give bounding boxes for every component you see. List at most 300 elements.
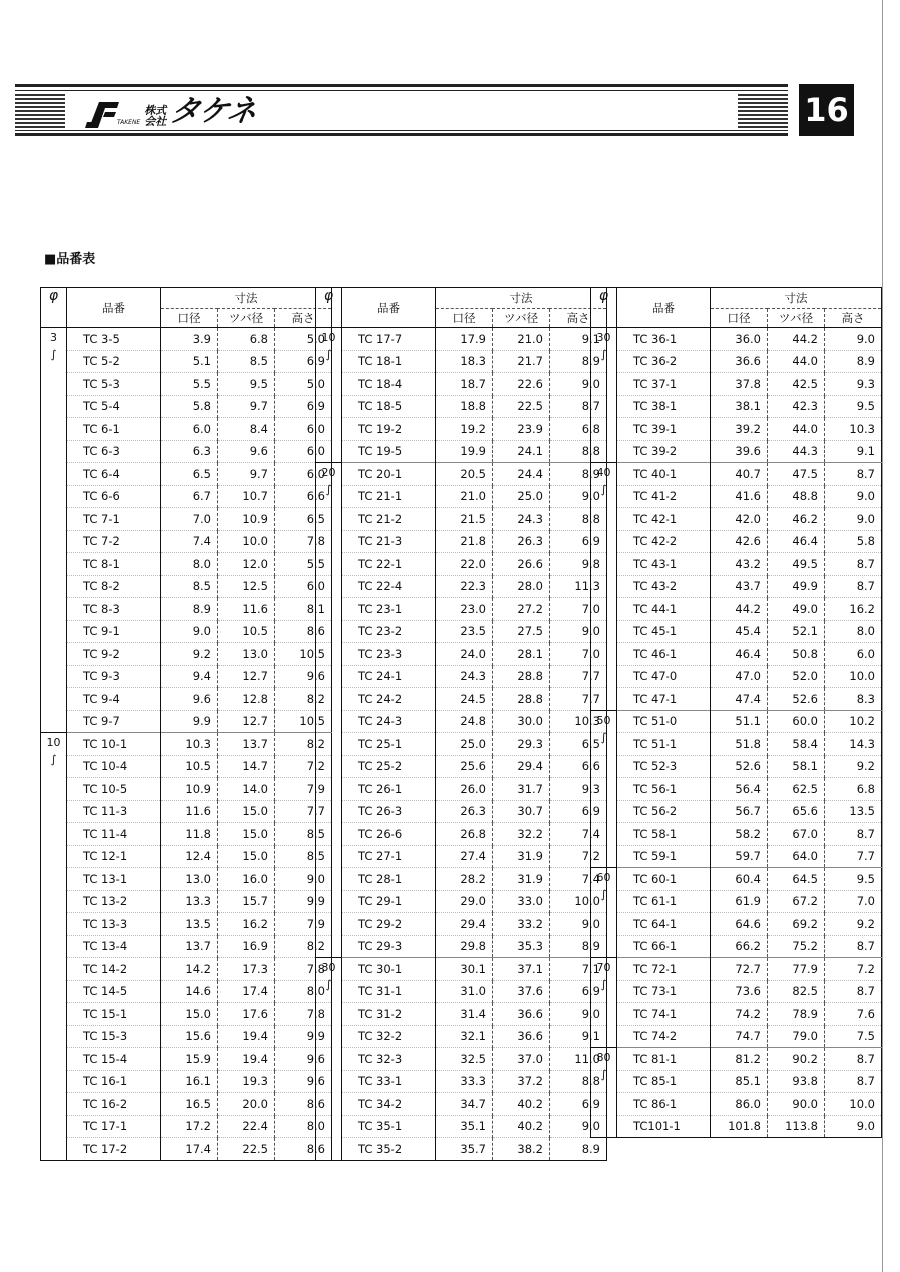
part-number: TC 13-2 [67,890,161,913]
height: 7.7 [825,845,882,868]
table-row [591,440,882,463]
part-number: TC 21-1 [342,485,436,508]
bore-diameter: 23.0 [436,598,493,621]
flange-diameter: 90.2 [768,1048,825,1071]
height: 7.2 [825,958,882,981]
bore-diameter: 51.1 [711,710,768,733]
table-row [591,1048,882,1071]
height: 6.9 [275,395,332,418]
part-number: TC 5-4 [67,395,161,418]
bore-diameter: 19.2 [436,418,493,441]
bore-diameter: 8.5 [161,575,218,598]
table-row [316,440,607,463]
part-number: TC 73-1 [617,980,711,1003]
bore-diameter: 47.0 [711,665,768,688]
bore-diameter: 12.4 [161,845,218,868]
diameter-range [591,463,617,711]
height: 9.5 [825,868,882,891]
part-number: TC 41-2 [617,485,711,508]
flange-diameter: 50.8 [768,643,825,666]
range-mark: ∫ [325,978,332,991]
bore-diameter: 9.2 [161,643,218,666]
company-name: タケネ [167,94,259,129]
height: 9.1 [550,328,607,351]
parts-table [40,287,332,1161]
part-number: TC 47-1 [617,688,711,711]
header-part-number: 品番 [342,288,436,328]
part-number: TC 6-3 [67,440,161,463]
flange-diameter: 9.7 [218,395,275,418]
flange-diameter: 60.0 [768,710,825,733]
part-number: TC 61-1 [617,890,711,913]
right-margin-line [882,0,883,1272]
height: 8.7 [550,395,607,418]
bore-diameter: 56.4 [711,778,768,801]
part-number: TC 30-1 [342,958,436,981]
part-number: TC 12-1 [67,845,161,868]
height: 9.0 [550,485,607,508]
part-number: TC 6-4 [67,463,161,486]
part-number: TC 72-1 [617,958,711,981]
flange-diameter: 37.1 [493,958,550,981]
bore-diameter: 29.4 [436,913,493,936]
table-row [41,553,332,576]
height: 10.3 [825,418,882,441]
flange-diameter: 28.0 [493,575,550,598]
flange-diameter: 23.9 [493,418,550,441]
part-number: TC 6-1 [67,418,161,441]
part-number: TC 19-5 [342,440,436,463]
bore-diameter: 34.7 [436,1093,493,1116]
height: 6.5 [550,733,607,756]
part-number: TC 13-3 [67,913,161,936]
flange-diameter: 37.6 [493,980,550,1003]
part-number: TC 34-2 [342,1093,436,1116]
part-number: TC 74-2 [617,1025,711,1048]
header-part-number: 品番 [67,288,161,328]
table-row [591,868,882,891]
header-dimensions: 寸法 [436,288,607,309]
height: 9.1 [825,440,882,463]
table-row [316,373,607,396]
bore-diameter: 64.6 [711,913,768,936]
bore-diameter: 43.7 [711,575,768,598]
flange-diameter: 9.7 [218,463,275,486]
flange-diameter: 29.4 [493,755,550,778]
part-number: TC 8-2 [67,575,161,598]
height: 8.2 [275,935,332,958]
part-number: TC 44-1 [617,598,711,621]
table-row [41,643,332,666]
height: 5.0 [275,373,332,396]
header-rule [15,90,788,91]
flange-diameter: 52.1 [768,620,825,643]
flange-diameter: 11.6 [218,598,275,621]
bore-diameter: 101.8 [711,1115,768,1138]
flange-diameter: 33.0 [493,890,550,913]
part-number: TC 11-4 [67,823,161,846]
table-row [316,553,607,576]
height: 14.3 [825,733,882,756]
flange-diameter: 15.0 [218,823,275,846]
table-row [41,980,332,1003]
table-row [591,688,882,711]
bore-diameter: 31.0 [436,980,493,1003]
bore-diameter: 35.7 [436,1138,493,1161]
table-row [41,823,332,846]
part-number: TC 85-1 [617,1070,711,1093]
flange-diameter: 47.5 [768,463,825,486]
flange-diameter: 19.4 [218,1048,275,1071]
page-number: 16 [799,84,854,136]
height: 10.0 [550,890,607,913]
flange-diameter: 75.2 [768,935,825,958]
table-row [591,980,882,1003]
height: 9.0 [825,328,882,351]
flange-diameter: 46.2 [768,508,825,531]
height: 9.5 [825,395,882,418]
header-flange: ツバ径 [493,309,550,328]
height: 6.8 [550,418,607,441]
table-row [41,530,332,553]
table-row [41,890,332,913]
diameter-range [591,1048,617,1138]
bore-diameter: 20.5 [436,463,493,486]
height: 5.0 [275,328,332,351]
part-number: TC 25-1 [342,733,436,756]
part-number: TC 5-3 [67,373,161,396]
flange-diameter: 65.6 [768,800,825,823]
bore-diameter: 13.3 [161,890,218,913]
bore-diameter: 14.2 [161,958,218,981]
height: 9.0 [550,1003,607,1026]
range-mark: ∫ [600,348,607,361]
bore-diameter: 16.1 [161,1070,218,1093]
height: 8.7 [825,575,882,598]
diameter-range-start: 10 [46,736,61,749]
flange-diameter: 17.4 [218,980,275,1003]
flange-diameter: 52.0 [768,665,825,688]
flange-diameter: 19.3 [218,1070,275,1093]
header-rule [15,130,788,131]
flange-diameter: 19.4 [218,1025,275,1048]
flange-diameter: 9.6 [218,440,275,463]
flange-diameter: 82.5 [768,980,825,1003]
flange-diameter: 44.3 [768,440,825,463]
diameter-range [41,733,67,1161]
bore-diameter: 30.1 [436,958,493,981]
flange-diameter: 64.0 [768,845,825,868]
height: 9.0 [550,1115,607,1138]
flange-diameter: 49.0 [768,598,825,621]
part-number: TC 42-1 [617,508,711,531]
header-height: 高さ [275,309,332,328]
bore-diameter: 6.0 [161,418,218,441]
part-number: TC 32-3 [342,1048,436,1071]
table-row [591,710,882,733]
table-row [316,620,607,643]
height: 8.2 [275,733,332,756]
table-row [591,350,882,373]
height: 9.3 [550,778,607,801]
diameter-range [591,328,617,463]
table-row [316,958,607,981]
part-number: TC 8-3 [67,598,161,621]
table-row [316,598,607,621]
logo-mark-icon [85,98,119,128]
range-mark: ∫ [600,483,607,496]
height: 8.7 [825,823,882,846]
part-number: TC 3-5 [67,328,161,351]
flange-diameter: 35.3 [493,935,550,958]
bore-diameter: 58.2 [711,823,768,846]
bore-diameter: 6.5 [161,463,218,486]
flange-diameter: 12.0 [218,553,275,576]
table-row [591,598,882,621]
height: 10.5 [275,643,332,666]
height: 7.4 [550,823,607,846]
flange-diameter: 16.0 [218,868,275,891]
flange-diameter: 20.0 [218,1093,275,1116]
height: 8.0 [275,1115,332,1138]
bore-diameter: 14.6 [161,980,218,1003]
bore-diameter: 26.8 [436,823,493,846]
part-number: TC 9-2 [67,643,161,666]
bore-diameter: 39.2 [711,418,768,441]
part-number: TC 35-2 [342,1138,436,1161]
table-row [316,733,607,756]
part-number: TC 22-4 [342,575,436,598]
flange-diameter: 6.8 [218,328,275,351]
flange-diameter: 27.2 [493,598,550,621]
bore-diameter: 60.4 [711,868,768,891]
bore-diameter: 24.8 [436,710,493,733]
flange-diameter: 12.8 [218,688,275,711]
bore-diameter: 11.6 [161,800,218,823]
diameter-range [591,868,617,958]
table-row [41,373,332,396]
table-row [591,890,882,913]
part-number: TC 10-1 [67,733,161,756]
height: 7.1 [550,958,607,981]
bore-diameter: 86.0 [711,1093,768,1116]
bore-diameter: 31.4 [436,1003,493,1026]
part-number: TC 24-3 [342,710,436,733]
flange-diameter: 21.0 [493,328,550,351]
height: 8.9 [825,350,882,373]
part-number: TC 16-1 [67,1070,161,1093]
table-row [316,643,607,666]
bore-diameter: 9.4 [161,665,218,688]
bore-diameter: 66.2 [711,935,768,958]
table-row [591,958,882,981]
table-row [41,508,332,531]
part-number: TC 25-2 [342,755,436,778]
part-number: TC 40-1 [617,463,711,486]
part-number: TC 24-1 [342,665,436,688]
height: 8.7 [825,553,882,576]
part-number: TC 18-1 [342,350,436,373]
height: 7.7 [550,688,607,711]
part-number: TC 15-1 [67,1003,161,1026]
height: 7.2 [275,755,332,778]
part-number: TC 19-2 [342,418,436,441]
bore-diameter: 38.1 [711,395,768,418]
part-number: TC 21-3 [342,530,436,553]
height: 8.5 [275,845,332,868]
part-number: TC 10-5 [67,778,161,801]
table-row [41,778,332,801]
table-row [41,800,332,823]
bore-diameter: 85.1 [711,1070,768,1093]
table-row [316,1115,607,1138]
flange-diameter: 30.7 [493,800,550,823]
height: 8.8 [550,440,607,463]
part-number: TC 15-4 [67,1048,161,1071]
bore-diameter: 24.3 [436,665,493,688]
diameter-range [41,328,67,733]
part-number: TC 43-1 [617,553,711,576]
part-number: TC 26-3 [342,800,436,823]
bore-diameter: 59.7 [711,845,768,868]
table-row [41,328,332,351]
flange-diameter: 14.0 [218,778,275,801]
table-row [316,1070,607,1093]
table-row [591,620,882,643]
bore-diameter: 15.0 [161,1003,218,1026]
bore-diameter: 27.4 [436,845,493,868]
height: 9.0 [550,620,607,643]
flange-diameter: 31.9 [493,845,550,868]
bore-diameter: 47.4 [711,688,768,711]
part-number: TC 60-1 [617,868,711,891]
flange-diameter: 8.4 [218,418,275,441]
height: 9.6 [275,1070,332,1093]
bore-diameter: 21.5 [436,508,493,531]
part-number: TC 7-2 [67,530,161,553]
table-row [41,1093,332,1116]
bore-diameter: 15.6 [161,1025,218,1048]
flange-diameter: 79.0 [768,1025,825,1048]
height: 8.8 [550,508,607,531]
bore-diameter: 40.7 [711,463,768,486]
table-row [591,418,882,441]
table-row [316,665,607,688]
height: 8.0 [275,980,332,1003]
table-row [41,575,332,598]
height: 9.2 [825,755,882,778]
diameter-range-start: 30 [596,331,611,344]
bore-diameter: 24.0 [436,643,493,666]
part-number: TC 23-2 [342,620,436,643]
table-row [591,1025,882,1048]
bore-diameter: 28.2 [436,868,493,891]
header-bore: 口径 [161,309,218,328]
bore-diameter: 17.4 [161,1138,218,1161]
part-number: TC 39-2 [617,440,711,463]
flange-diameter: 22.4 [218,1115,275,1138]
table-row [316,575,607,598]
height: 13.5 [825,800,882,823]
table-row [316,508,607,531]
bore-diameter: 36.0 [711,328,768,351]
bore-diameter: 10.3 [161,733,218,756]
height: 9.0 [550,373,607,396]
table-row [316,485,607,508]
part-number: TC 22-1 [342,553,436,576]
table-row [316,755,607,778]
table-row [591,778,882,801]
diameter-range-start: 60 [596,871,611,884]
flange-diameter: 32.2 [493,823,550,846]
height: 7.8 [275,1003,332,1026]
bore-diameter: 22.0 [436,553,493,576]
height: 10.5 [275,710,332,733]
flange-diameter: 49.9 [768,575,825,598]
table-row [316,1003,607,1026]
part-number: TC 46-1 [617,643,711,666]
table-row [316,1048,607,1071]
height: 6.0 [275,463,332,486]
height: 9.1 [550,1025,607,1048]
height: 9.9 [275,1025,332,1048]
flange-diameter: 22.5 [493,395,550,418]
table-row [591,328,882,351]
flange-diameter: 22.6 [493,373,550,396]
header-phi: φ [316,288,342,328]
height: 9.0 [275,868,332,891]
height: 8.9 [550,935,607,958]
bore-diameter: 23.5 [436,620,493,643]
height: 8.8 [550,1070,607,1093]
part-number: TC 86-1 [617,1093,711,1116]
table-row [591,395,882,418]
flange-diameter: 24.4 [493,463,550,486]
flange-diameter: 31.7 [493,778,550,801]
part-number: TC 29-2 [342,913,436,936]
bore-diameter: 21.0 [436,485,493,508]
flange-diameter: 44.2 [768,328,825,351]
part-number: TC 20-1 [342,463,436,486]
height: 9.8 [550,553,607,576]
flange-diameter: 12.7 [218,710,275,733]
part-number: TC 17-7 [342,328,436,351]
part-number: TC 29-3 [342,935,436,958]
table-row [316,350,607,373]
part-number: TC 9-4 [67,688,161,711]
bore-diameter: 5.1 [161,350,218,373]
height: 8.3 [825,688,882,711]
flange-diameter: 67.0 [768,823,825,846]
bore-diameter: 25.6 [436,755,493,778]
bore-diameter: 7.0 [161,508,218,531]
table-row [591,665,882,688]
height: 7.9 [275,913,332,936]
flange-diameter: 28.8 [493,688,550,711]
table-row [591,508,882,531]
table-row [41,935,332,958]
table-row [316,530,607,553]
flange-diameter: 42.3 [768,395,825,418]
diameter-range-start: 50 [596,713,611,727]
part-number: TC 28-1 [342,868,436,891]
table-row [41,463,332,486]
bore-diameter: 13.7 [161,935,218,958]
table-row [316,890,607,913]
bore-diameter: 36.6 [711,350,768,373]
height: 6.0 [825,643,882,666]
flange-diameter: 26.6 [493,553,550,576]
